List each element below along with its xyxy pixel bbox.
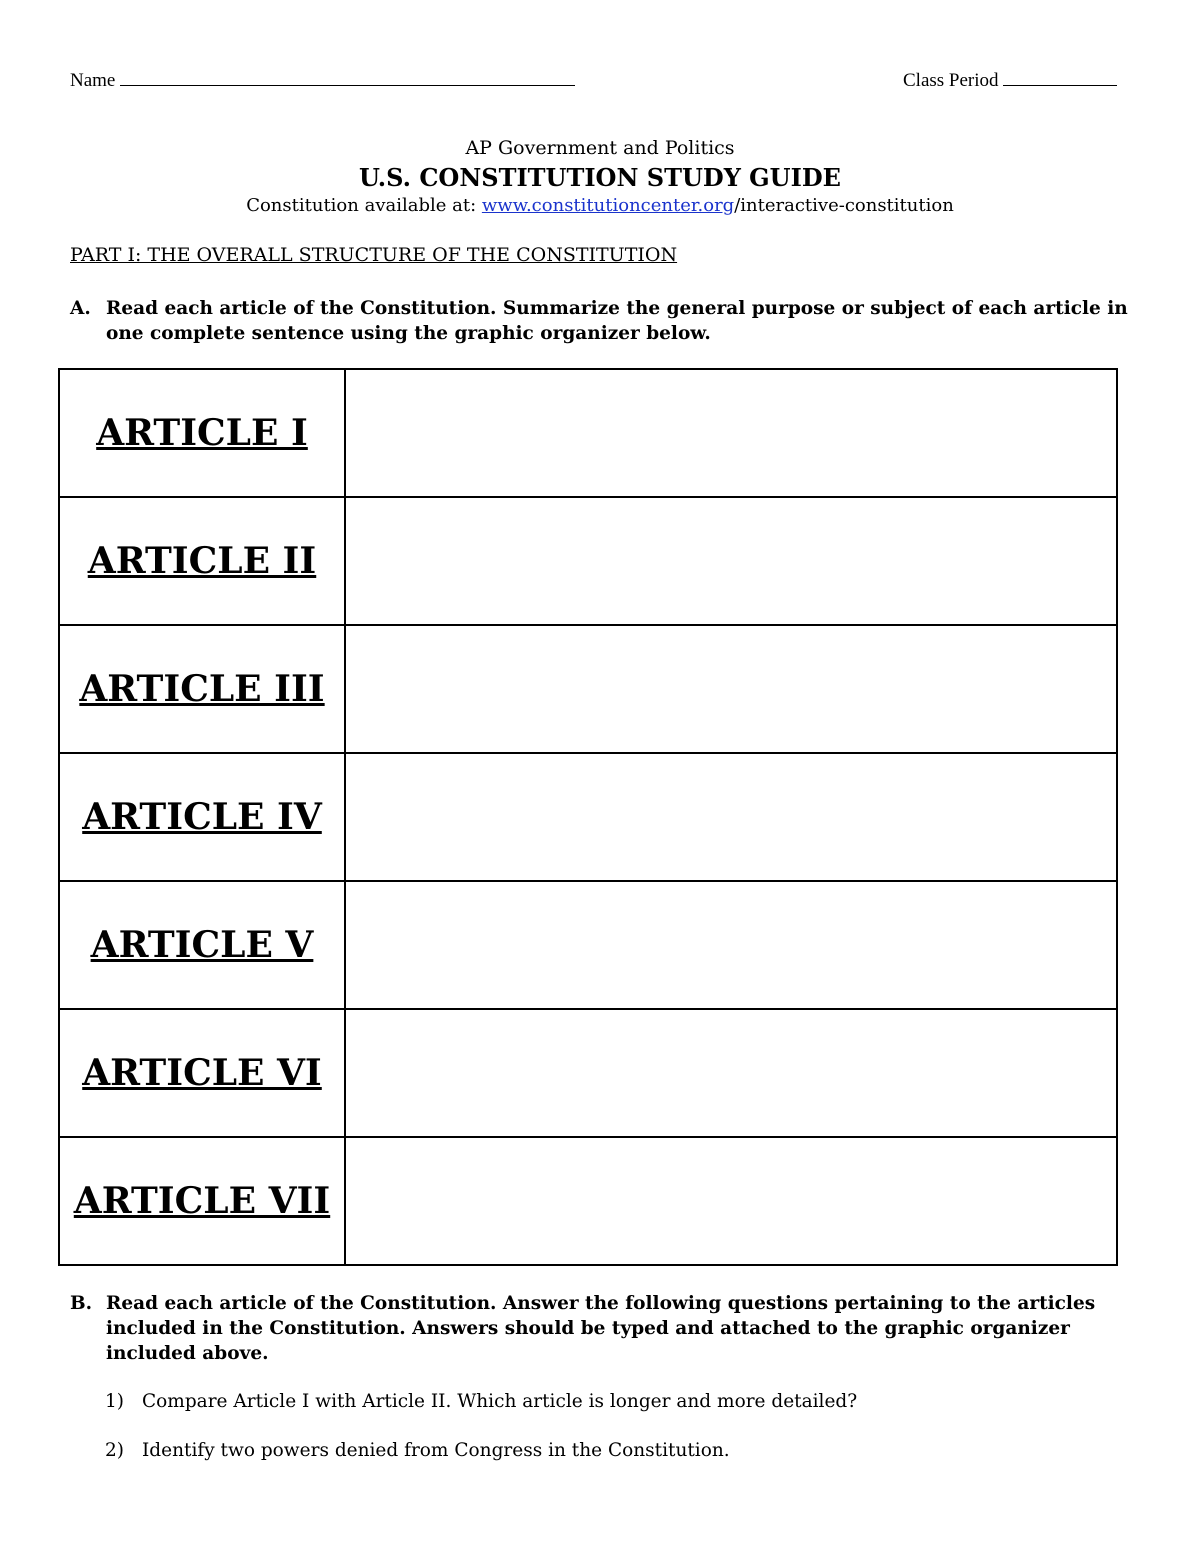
article-organizer-table bbox=[58, 368, 1118, 1266]
article-summary-cell[interactable] bbox=[345, 497, 1117, 625]
name-blank[interactable] bbox=[120, 85, 575, 86]
constitution-link[interactable]: www.constitutioncenter.org bbox=[481, 195, 735, 216]
article-summary-cell[interactable] bbox=[345, 369, 1117, 497]
table-row bbox=[59, 625, 1117, 753]
article-summary-cell[interactable] bbox=[345, 625, 1117, 753]
availability-suffix: /interactive-constitution bbox=[734, 195, 954, 216]
page-title: U.S. CONSTITUTION STUDY GUIDE bbox=[359, 163, 841, 192]
question-number: 1) bbox=[105, 1391, 124, 1412]
question-number: 2) bbox=[105, 1440, 124, 1461]
availability-line bbox=[0, 195, 1200, 216]
article-label: ARTICLE I bbox=[59, 369, 345, 497]
article-summary-cell[interactable] bbox=[345, 881, 1117, 1009]
instruction-b bbox=[70, 1291, 1150, 1366]
table-row bbox=[59, 369, 1117, 497]
course-title: AP Government and Politics bbox=[465, 137, 735, 159]
article-label: ARTICLE VII bbox=[59, 1137, 345, 1265]
article-label: ARTICLE II bbox=[59, 497, 345, 625]
table-row bbox=[59, 881, 1117, 1009]
instruction-b-text: Read each article of the Constitution. Answer the following questions pertaining to the articles included in the Constitution. Answers should be typed and attached to the graphic organizer included above. bbox=[106, 1293, 1096, 1364]
table-row bbox=[59, 1009, 1117, 1137]
name-label: Name bbox=[70, 70, 116, 91]
table-row bbox=[59, 1137, 1117, 1265]
article-summary-cell[interactable] bbox=[345, 1137, 1117, 1265]
class-period-field bbox=[903, 70, 1117, 92]
class-period-label: Class Period bbox=[903, 70, 999, 91]
question-item bbox=[105, 1440, 730, 1461]
class-period-blank[interactable] bbox=[1003, 85, 1117, 86]
question-item bbox=[105, 1391, 857, 1412]
article-summary-cell[interactable] bbox=[345, 753, 1117, 881]
article-label: ARTICLE IV bbox=[59, 753, 345, 881]
question-text: Identify two powers denied from Congress in the Constitution. bbox=[142, 1440, 730, 1461]
instruction-a-letter: A. bbox=[70, 298, 91, 319]
article-label: ARTICLE V bbox=[59, 881, 345, 1009]
table-row bbox=[59, 497, 1117, 625]
instruction-a-text: Read each article of the Constitution. Summarize the general purpose or subject of each article in one complete sentence using the graphic organizer below. bbox=[106, 298, 1128, 344]
article-summary-cell[interactable] bbox=[345, 1009, 1117, 1137]
question-text: Compare Article I with Article II. Which article is longer and more detailed? bbox=[142, 1391, 858, 1412]
name-field bbox=[70, 70, 575, 92]
availability-prefix: Constitution available at: bbox=[246, 195, 482, 216]
instruction-a bbox=[70, 296, 1150, 346]
article-label: ARTICLE III bbox=[59, 625, 345, 753]
article-label: ARTICLE VI bbox=[59, 1009, 345, 1137]
table-row bbox=[59, 753, 1117, 881]
part1-heading: PART I: THE OVERALL STRUCTURE OF THE CONSTITUTION bbox=[70, 244, 678, 266]
instruction-b-letter: B. bbox=[70, 1293, 93, 1314]
